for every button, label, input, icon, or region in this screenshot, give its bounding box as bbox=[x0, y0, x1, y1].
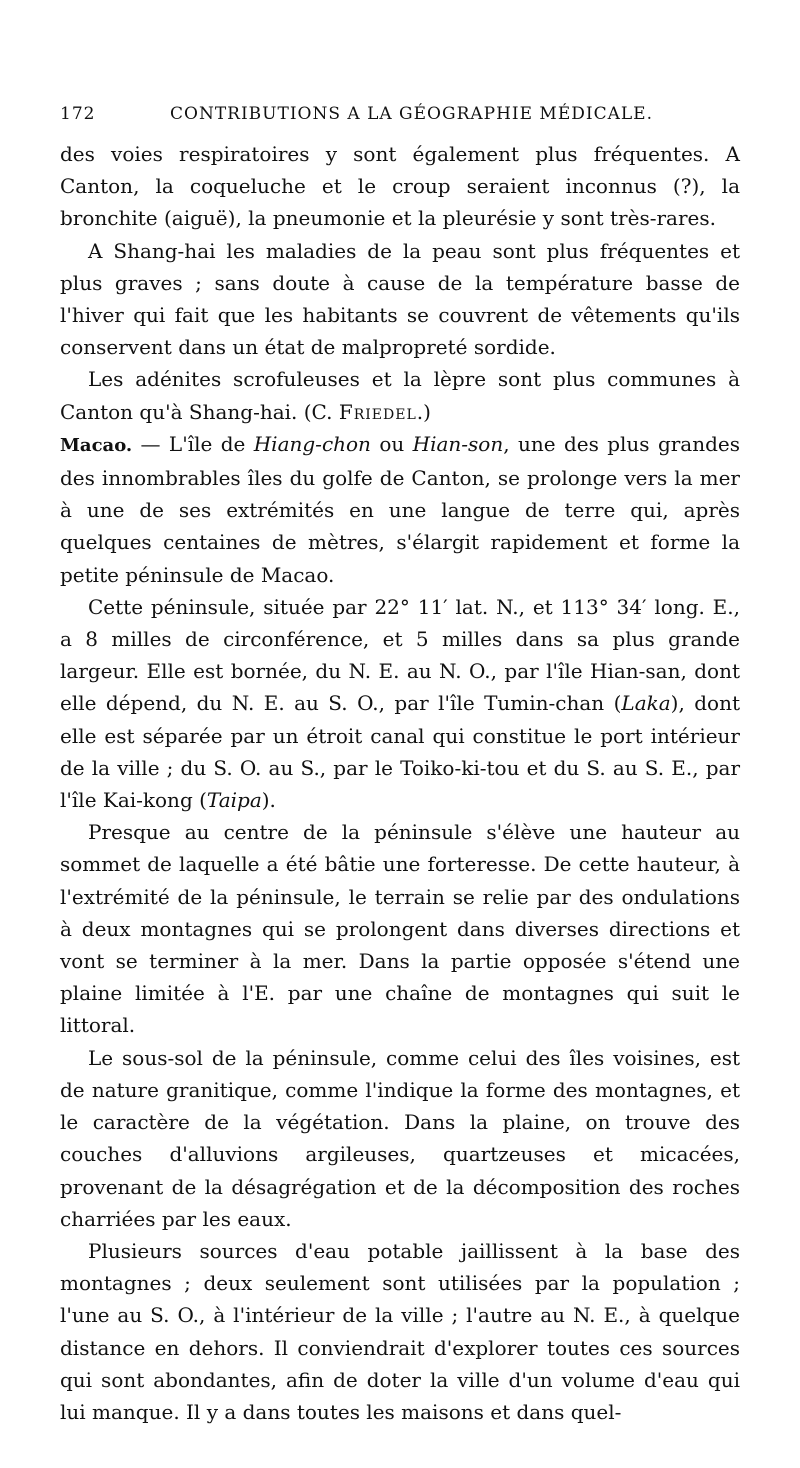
paragraph-6: Presque au centre de la péninsule s'élève une hauteur au sommet de laquelle a été bâtie une forteresse. De cette hauteur, à l'extrémité de la péninsule, le terrain se relie par des ondulations à deux montagnes qui se prolongent dans diverses directions et vont se terminer à la mer. Dans la partie opposée s'étend une plaine limitée à l'E. par une chaîne de montagnes qui suit le littoral. bbox=[60, 820, 740, 1038]
paragraph-5-text-2: ), dont elle est séparée par un étroit canal qui constitue le port intérieur de la ville ; du S. O. au S., par le Toiko-ki-tou et du S. au S. E., par l'île Kai-kong ( bbox=[60, 691, 740, 813]
paragraph-4-text-1: — L'île de bbox=[132, 431, 254, 456]
place-name-taipa: Taipa bbox=[206, 788, 262, 813]
paragraph-5 bbox=[60, 591, 740, 816]
running-title: CONTRIBUTIONS A LA GÉOGRAPHIE MÉDICALE. bbox=[170, 104, 653, 124]
paragraph-2: A Shang-hai les maladies de la peau sont plus fréquentes et plus graves ; sans doute à cause de la température basse de l'hiver qui fait que les habitants se couvrent de vêtements qu'ils conservent dans un état de malpropreté sordide. bbox=[60, 238, 740, 360]
paragraph-5-text-1: Cette péninsule, située par 22° 11′ lat. N., et 113° 34′ long. E., a 8 milles de circonférence, et 5 milles dans sa plus grande largeur. Elle est bornée, du N. E. au N. O., par l'île Hian-san, dont elle dépend, du N. E. au S. O., par l'île Tumin-chan ( bbox=[60, 594, 740, 716]
paragraph-4-text-3: , une des plus grandes des innombrables îles du golfe de Canton, se prolonge vers la mer à une de ses extrémités en une langue de terre qui, après quelques centaines de mètres, s'élargit rapidement et forme la petite péninsule de Macao. bbox=[60, 431, 741, 587]
paragraph-3 bbox=[60, 363, 740, 427]
paragraph-4 bbox=[60, 428, 740, 591]
section-lead-macao: Macao. bbox=[60, 434, 133, 456]
island-name-hian-son: Hian-son bbox=[412, 431, 504, 456]
body-text bbox=[60, 138, 740, 1428]
author-name: Friedel bbox=[338, 399, 417, 424]
paragraph-8: Plusieurs sources d'eau potable jaillissent à la base des montagnes ; deux seulement sont utilisées par la population ; l'une au S. O., à l'intérieur de la ville ; l'autre au N. E., à quelque distance en dehors. Il conviendrait d'explorer toutes ces sources qui sont abondantes, afin de doter la ville d'un volume d'eau qui lui manque. Il y a dans toutes les maisons et dans quel- bbox=[60, 1238, 740, 1424]
island-name-hiang-chon: Hiang-chon bbox=[253, 431, 371, 456]
place-name-laka: Laka bbox=[621, 691, 671, 716]
paragraph-1: des voies respiratoires y sont également plus fréquentes. A Canton, la coqueluche et le croup seraient inconnus (?), la bronchite (aiguë), la pneumonie et la pleurésie y sont très-rares. bbox=[60, 142, 740, 231]
paragraph-3-end: .) bbox=[416, 399, 431, 424]
paragraph-7: Le sous-sol de la péninsule, comme celui des îles voisines, est de nature granitique, comme l'indique la forme des montagnes, et le caractère de la végétation. Dans la plaine, on trouve des couches d'alluvions argileuses, quartzeuses et micacées, provenant de la désagrégation et de la décomposition des roches charriées par les eaux. bbox=[60, 1045, 740, 1231]
paragraph-3-text: Les adénites scrofuleuses et la lèpre sont plus communes à Canton qu'à Shang-hai. (C. bbox=[60, 367, 740, 424]
page-number: 172 bbox=[60, 104, 96, 124]
page-header bbox=[60, 100, 700, 130]
paragraph-5-text-3: ). bbox=[261, 788, 276, 813]
paragraph-4-text-2: ou bbox=[370, 431, 413, 456]
